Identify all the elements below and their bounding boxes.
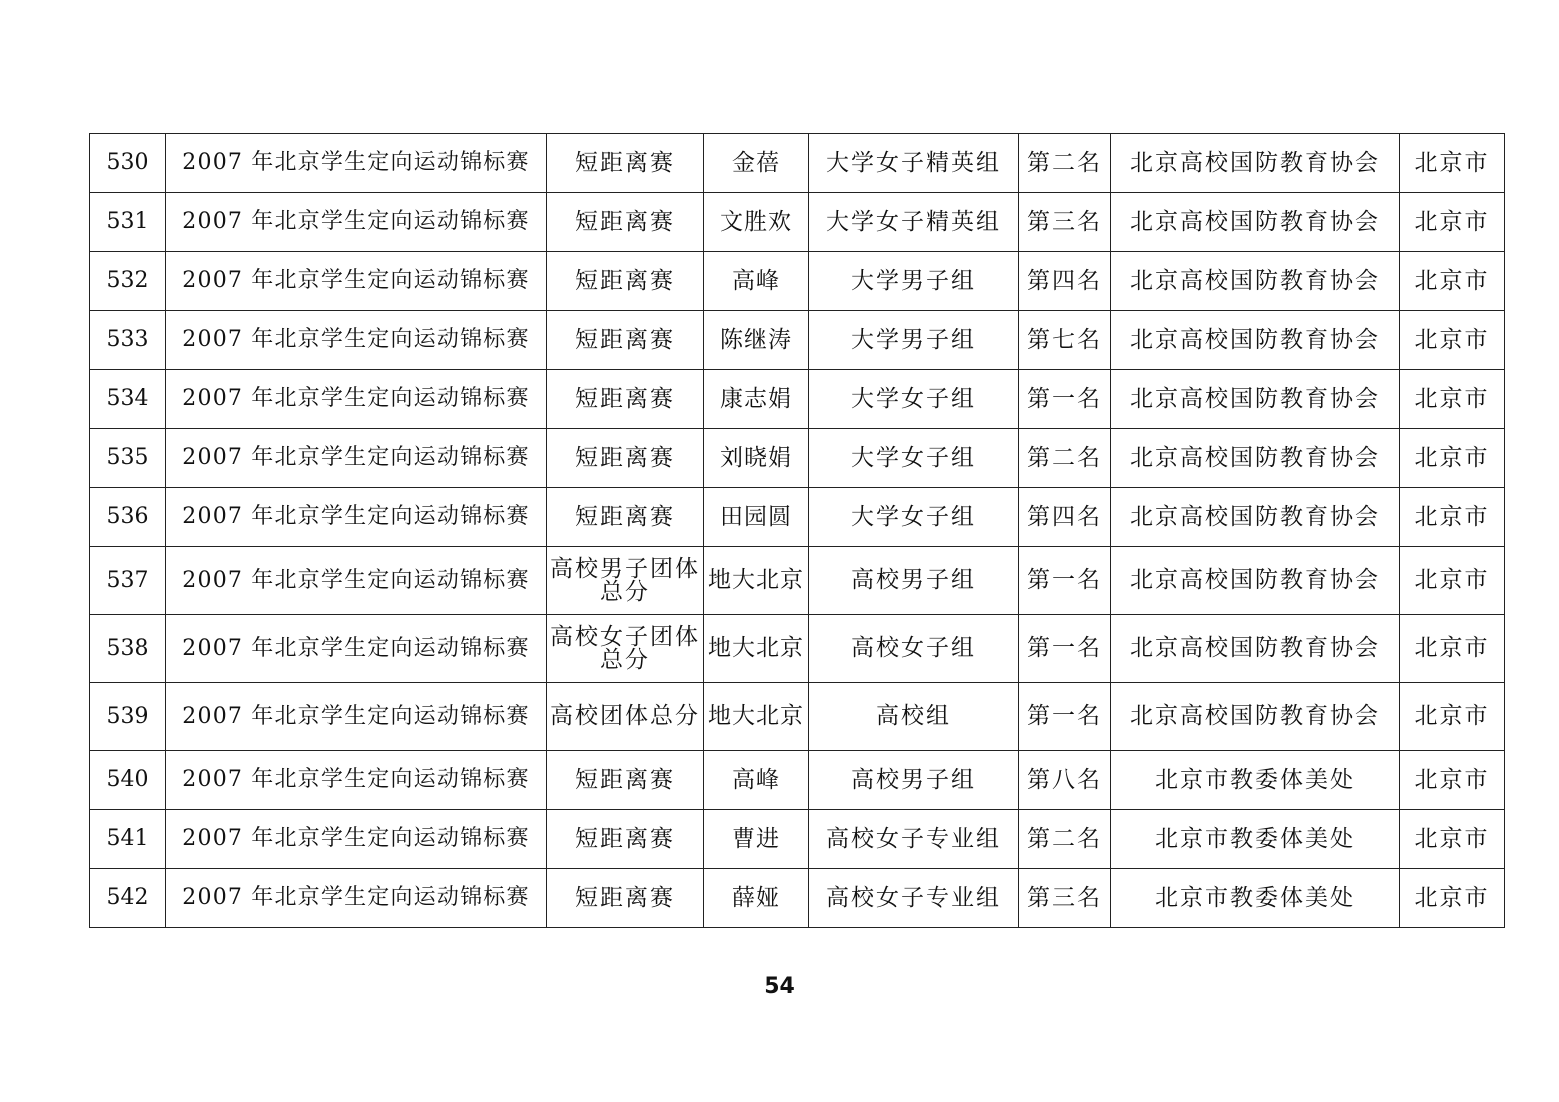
group-cell: 大学男子组 [809, 252, 1019, 311]
city-cell: 北京市 [1400, 683, 1505, 751]
table-row [90, 615, 1505, 683]
city-cell: 北京市 [1400, 311, 1505, 370]
city-cell: 北京市 [1400, 810, 1505, 869]
event-name-cell: 2007 年北京学生定向运动锦标赛 [166, 311, 547, 370]
table-row [90, 488, 1505, 547]
event-name-cell: 2007 年北京学生定向运动锦标赛 [166, 134, 547, 193]
event-item-cell: 高校女子团体总分 [547, 615, 704, 683]
event-name-cell: 2007 年北京学生定向运动锦标赛 [166, 370, 547, 429]
athlete-name-cell: 刘晓娟 [704, 429, 809, 488]
rank-cell: 第二名 [1019, 810, 1111, 869]
athlete-name-cell: 高峰 [704, 252, 809, 311]
rank-cell: 第二名 [1019, 134, 1111, 193]
record-number-cell: 533 [90, 311, 166, 370]
group-cell: 高校男子组 [809, 751, 1019, 810]
city-cell: 北京市 [1400, 547, 1505, 615]
record-number-cell: 537 [90, 547, 166, 615]
table-row [90, 311, 1505, 370]
event-item-cell: 短距离赛 [547, 751, 704, 810]
rank-cell: 第八名 [1019, 751, 1111, 810]
organizer-cell: 北京高校国防教育协会 [1111, 193, 1400, 252]
event-item-cell: 短距离赛 [547, 429, 704, 488]
event-item-cell: 短距离赛 [547, 193, 704, 252]
event-name-cell: 2007 年北京学生定向运动锦标赛 [166, 751, 547, 810]
group-cell: 高校男子组 [809, 547, 1019, 615]
record-number-cell: 536 [90, 488, 166, 547]
record-number-cell: 542 [90, 869, 166, 928]
table-row [90, 810, 1505, 869]
athlete-name-cell: 康志娟 [704, 370, 809, 429]
event-item-cell: 短距离赛 [547, 869, 704, 928]
rank-cell: 第三名 [1019, 193, 1111, 252]
rank-cell: 第一名 [1019, 370, 1111, 429]
organizer-cell: 北京高校国防教育协会 [1111, 429, 1400, 488]
group-cell: 大学男子组 [809, 311, 1019, 370]
city-cell: 北京市 [1400, 751, 1505, 810]
city-cell: 北京市 [1400, 615, 1505, 683]
rank-cell: 第二名 [1019, 429, 1111, 488]
city-cell: 北京市 [1400, 869, 1505, 928]
athlete-name-cell: 田园圆 [704, 488, 809, 547]
organizer-cell: 北京高校国防教育协会 [1111, 370, 1400, 429]
record-number-cell: 531 [90, 193, 166, 252]
table-row [90, 193, 1505, 252]
group-cell: 大学女子精英组 [809, 134, 1019, 193]
rank-cell: 第一名 [1019, 683, 1111, 751]
table-row [90, 429, 1505, 488]
event-name-cell: 2007 年北京学生定向运动锦标赛 [166, 193, 547, 252]
group-cell: 大学女子组 [809, 488, 1019, 547]
record-number-cell: 532 [90, 252, 166, 311]
record-number-cell: 530 [90, 134, 166, 193]
city-cell: 北京市 [1400, 429, 1505, 488]
organizer-cell: 北京高校国防教育协会 [1111, 615, 1400, 683]
group-cell: 高校女子专业组 [809, 810, 1019, 869]
rank-cell: 第四名 [1019, 252, 1111, 311]
organizer-cell: 北京高校国防教育协会 [1111, 311, 1400, 370]
rank-cell: 第一名 [1019, 615, 1111, 683]
event-item-cell: 高校男子团体总分 [547, 547, 704, 615]
event-item-cell: 短距离赛 [547, 134, 704, 193]
record-number-cell: 541 [90, 810, 166, 869]
table-row [90, 252, 1505, 311]
record-number-cell: 534 [90, 370, 166, 429]
city-cell: 北京市 [1400, 370, 1505, 429]
rank-cell: 第四名 [1019, 488, 1111, 547]
city-cell: 北京市 [1400, 252, 1505, 311]
organizer-cell: 北京市教委体美处 [1111, 869, 1400, 928]
organizer-cell: 北京高校国防教育协会 [1111, 547, 1400, 615]
athlete-name-cell: 金蓓 [704, 134, 809, 193]
event-name-cell: 2007 年北京学生定向运动锦标赛 [166, 615, 547, 683]
organizer-cell: 北京市教委体美处 [1111, 810, 1400, 869]
record-number-cell: 539 [90, 683, 166, 751]
event-name-cell: 2007 年北京学生定向运动锦标赛 [166, 252, 547, 311]
table-row [90, 869, 1505, 928]
organizer-cell: 北京高校国防教育协会 [1111, 683, 1400, 751]
event-item-cell: 高校团体总分 [547, 683, 704, 751]
athlete-name-cell: 地大北京 [704, 683, 809, 751]
athlete-name-cell: 薛娅 [704, 869, 809, 928]
group-cell: 高校女子专业组 [809, 869, 1019, 928]
event-item-cell: 短距离赛 [547, 252, 704, 311]
page-number: 54 [764, 974, 795, 999]
event-name-cell: 2007 年北京学生定向运动锦标赛 [166, 429, 547, 488]
event-item-cell: 短距离赛 [547, 488, 704, 547]
athlete-name-cell: 高峰 [704, 751, 809, 810]
athlete-name-cell: 陈继涛 [704, 311, 809, 370]
city-cell: 北京市 [1400, 193, 1505, 252]
record-number-cell: 540 [90, 751, 166, 810]
organizer-cell: 北京高校国防教育协会 [1111, 134, 1400, 193]
organizer-cell: 北京市教委体美处 [1111, 751, 1400, 810]
event-name-cell: 2007 年北京学生定向运动锦标赛 [166, 683, 547, 751]
organizer-cell: 北京高校国防教育协会 [1111, 252, 1400, 311]
group-cell: 大学女子组 [809, 370, 1019, 429]
event-item-cell: 短距离赛 [547, 810, 704, 869]
rank-cell: 第一名 [1019, 547, 1111, 615]
table-body [90, 134, 1505, 928]
group-cell: 高校女子组 [809, 615, 1019, 683]
group-cell: 大学女子精英组 [809, 193, 1019, 252]
athlete-name-cell: 地大北京 [704, 615, 809, 683]
rank-cell: 第三名 [1019, 869, 1111, 928]
organizer-cell: 北京高校国防教育协会 [1111, 488, 1400, 547]
athlete-name-cell: 文胜欢 [704, 193, 809, 252]
rank-cell: 第七名 [1019, 311, 1111, 370]
group-cell: 大学女子组 [809, 429, 1019, 488]
event-name-cell: 2007 年北京学生定向运动锦标赛 [166, 547, 547, 615]
event-name-cell: 2007 年北京学生定向运动锦标赛 [166, 869, 547, 928]
athlete-name-cell: 曹进 [704, 810, 809, 869]
city-cell: 北京市 [1400, 488, 1505, 547]
event-name-cell: 2007 年北京学生定向运动锦标赛 [166, 488, 547, 547]
event-item-cell: 短距离赛 [547, 311, 704, 370]
table-row [90, 547, 1505, 615]
table-row [90, 683, 1505, 751]
table-row [90, 751, 1505, 810]
city-cell: 北京市 [1400, 134, 1505, 193]
record-number-cell: 538 [90, 615, 166, 683]
group-cell: 高校组 [809, 683, 1019, 751]
event-name-cell: 2007 年北京学生定向运动锦标赛 [166, 810, 547, 869]
athlete-name-cell: 地大北京 [704, 547, 809, 615]
record-number-cell: 535 [90, 429, 166, 488]
records-table [89, 133, 1505, 928]
table-row [90, 370, 1505, 429]
table-row [90, 134, 1505, 193]
event-item-cell: 短距离赛 [547, 370, 704, 429]
